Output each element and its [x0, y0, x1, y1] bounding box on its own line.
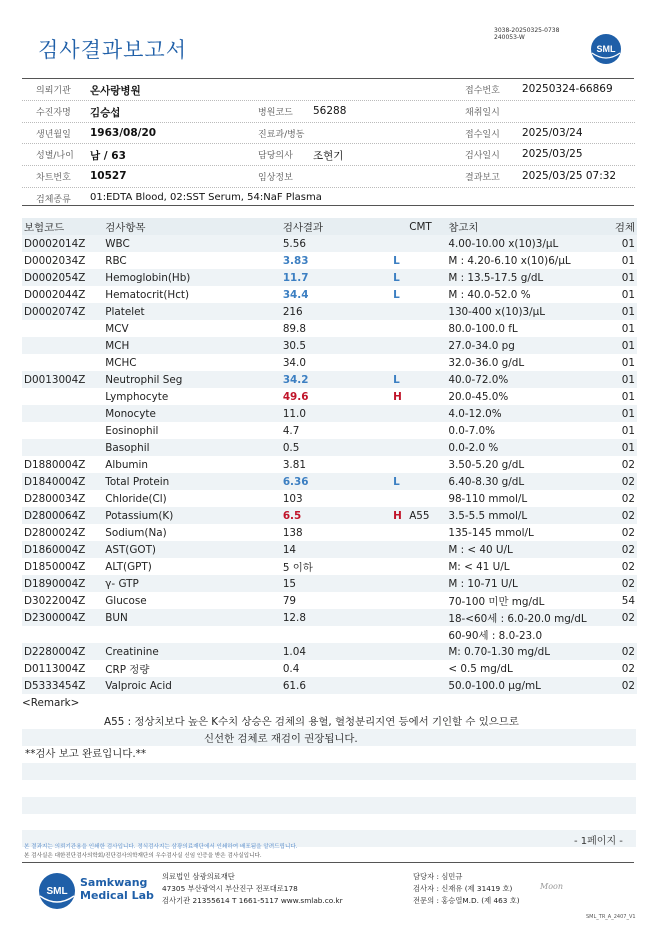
result-code: D1890004Z: [22, 575, 103, 592]
result-item: MCH: [103, 337, 281, 354]
table-row: [22, 388, 637, 405]
test-date-label: 검사일시: [465, 151, 500, 162]
result-code: D2800024Z: [24, 526, 86, 539]
result-flag: [391, 235, 407, 252]
result-spec: [607, 626, 637, 643]
test-date-value: 2025/03/25: [522, 148, 583, 161]
result-code: [22, 320, 103, 337]
brand-name: [80, 876, 154, 902]
receipt-no-label: 접수번호: [465, 86, 500, 96]
result-code: D0002044Z: [24, 288, 86, 301]
result-cmt: [407, 303, 446, 320]
page-title: 검사결과보고서: [38, 38, 188, 62]
result-spec: 01: [621, 288, 635, 301]
result-value: 34.2: [281, 371, 391, 388]
result-spec: 01: [607, 337, 637, 354]
results-table: [22, 218, 637, 694]
result-value: 12.8: [281, 609, 391, 626]
result-flag: L: [391, 269, 407, 286]
result-code: D1880004Z: [24, 458, 86, 471]
result-spec: 02: [607, 643, 637, 660]
result-cmt: [407, 558, 446, 575]
result-value: 103: [282, 492, 303, 505]
result-spec: 01: [621, 356, 635, 369]
table-row: [22, 337, 637, 354]
result-spec: 02: [621, 492, 635, 505]
result-code: D1860004Z: [22, 541, 103, 558]
result-cmt: [407, 456, 446, 473]
result-flag: H: [391, 507, 407, 524]
result-value: 15: [281, 575, 391, 592]
footer-divider: [22, 862, 634, 863]
receipt-date-value: 2025/03/24: [522, 126, 583, 139]
result-spec: 01: [607, 371, 637, 388]
result-ref: 4.00-10.00 x(10)3/μL: [446, 235, 607, 252]
result-value: 30.5: [281, 337, 391, 354]
result-item: Platelet: [103, 303, 281, 320]
result-item: RBC: [105, 254, 127, 267]
table-row: [22, 626, 637, 643]
result-cmt: [407, 609, 446, 626]
col-flag: [391, 218, 407, 235]
result-spec: 02: [621, 458, 635, 471]
result-spec: 01: [607, 235, 637, 252]
result-value: 4.7: [282, 424, 300, 437]
svg-text:SML: SML: [46, 886, 68, 897]
result-item: Valproic Acid: [103, 677, 281, 694]
result-cmt: [407, 354, 446, 371]
result-item: MCV: [105, 322, 129, 335]
result-code: D2800034Z: [24, 492, 86, 505]
dob-label: 생년월일: [36, 129, 71, 140]
result-value: 6.5: [281, 507, 391, 524]
result-value: 89.8: [282, 322, 306, 335]
result-cmt: [407, 405, 446, 422]
result-code: D0113004Z: [24, 662, 86, 675]
result-code: D3022004Z: [24, 594, 86, 607]
remark-label: <Remark>: [22, 697, 80, 709]
table-row: [22, 371, 637, 388]
result-item: Glucose: [105, 594, 147, 607]
result-spec: 02: [621, 560, 635, 573]
hospital-code-value: 56288: [313, 104, 347, 117]
table-row: [22, 507, 637, 524]
table-row: [22, 575, 637, 592]
result-ref: 60-90세 : 8.0-23.0: [448, 630, 543, 642]
info-divider: [22, 205, 634, 206]
result-code: D0002074Z: [22, 303, 103, 320]
result-ref: M : 13.5-17.5 g/dL: [446, 269, 607, 286]
result-item: ALT(GPT): [105, 560, 152, 573]
result-flag: [391, 541, 407, 558]
result-code: D2280004Z: [22, 643, 103, 660]
result-code: [22, 354, 103, 371]
result-spec: 01: [607, 405, 637, 422]
table-row: [22, 405, 637, 422]
result-cmt: [407, 337, 446, 354]
result-code: D0002054Z: [22, 269, 103, 286]
result-code: D0002014Z: [22, 235, 103, 252]
doc-code-1: 3038-20250325-0738: [494, 27, 560, 34]
result-cmt: [407, 677, 446, 694]
result-value: 3.83: [282, 254, 309, 267]
result-value: 0.5: [281, 439, 391, 456]
result-flag: [391, 575, 407, 592]
result-ref: 3.5-5.5 mmol/L: [446, 507, 607, 524]
result-value: 138: [282, 526, 303, 539]
result-item: Basophil: [103, 439, 281, 456]
result-item: WBC: [103, 235, 281, 252]
result-flag: [391, 558, 407, 575]
result-spec: 02: [607, 507, 637, 524]
dept-label: 진료과/병동: [258, 129, 305, 140]
result-code: D0002034Z: [24, 254, 86, 267]
result-flag: [391, 354, 407, 371]
table-row: [22, 558, 637, 575]
result-spec: 02: [607, 575, 637, 592]
result-item: BUN: [103, 609, 281, 626]
result-cmt: [407, 252, 446, 269]
result-code: D5333454Z: [22, 677, 103, 694]
org-address: 47305 부산광역시 부산진구 전포대로178: [162, 884, 298, 893]
result-ref: 0.0-7.0%: [448, 424, 495, 437]
result-flag: [391, 592, 407, 609]
result-ref: 50.0-100.0 μg/mL: [446, 677, 607, 694]
result-code: [22, 439, 103, 456]
result-value: 11.0: [281, 405, 391, 422]
report-date-value: 2025/03/25 07:32: [522, 170, 617, 183]
org-name: 의료법인 삼광의료재단: [162, 872, 235, 881]
report-label: 결과보고: [465, 173, 500, 184]
result-flag: L: [391, 371, 407, 388]
result-spec: 01: [607, 303, 637, 320]
result-ref: 27.0-34.0 pg: [446, 337, 607, 354]
staff-manager: 담당자 : 심민규: [413, 872, 463, 881]
result-value: 61.6: [281, 677, 391, 694]
result-item: Total Protein: [103, 473, 281, 490]
result-spec: 02: [621, 662, 635, 675]
result-code: D1850004Z: [24, 560, 86, 573]
result-value: 49.6: [282, 390, 309, 403]
result-code: [22, 405, 103, 422]
brand-line-1: Samkwang: [80, 876, 148, 889]
result-code: D2300004Z: [22, 609, 103, 626]
result-item: Eosinophil: [105, 424, 159, 437]
col-cmt: CMT: [407, 218, 446, 235]
result-spec: 01: [621, 322, 635, 335]
col-result: 검사결과: [281, 218, 391, 235]
result-code: D2800064Z: [22, 507, 103, 524]
result-flag: [391, 405, 407, 422]
col-item: 검사항목: [103, 218, 281, 235]
dob-value: 1963/08/20: [90, 126, 157, 139]
col-spec: 검체: [607, 218, 637, 235]
result-flag: [391, 439, 407, 456]
result-value: 34.0: [282, 356, 306, 369]
result-ref: 3.50-5.20 g/dL: [448, 458, 525, 471]
footer-note-1: 본 결과지는 의뢰기관용을 인쇄한 검사입니다. 정식검사지는 삼광의료재단에서 인쇄하여 배포됨을 알려드립니다.: [24, 844, 298, 850]
result-flag: [391, 643, 407, 660]
result-spec: 01: [621, 254, 635, 267]
result-ref: 130-400 x(10)3/μL: [446, 303, 607, 320]
table-row: [22, 422, 637, 439]
remark-line-2: 신선한 검체로 재검이 권장됩니다.: [204, 733, 358, 745]
page-number: - 1페이지 -: [574, 836, 623, 847]
doctor-label: 담당의사: [258, 151, 293, 162]
remark-line-1: A55 : 정상치보다 높은 K수치 상승은 검체의 용혈, 혈청분리지연 등에서 기인할 수 있으므로: [104, 716, 519, 728]
sml-logo-icon: [590, 33, 622, 65]
hospital-code-label: 병원코드: [258, 107, 293, 118]
result-item: [103, 626, 281, 643]
table-row: [22, 490, 637, 507]
result-ref: M: < 41 U/L: [448, 560, 510, 573]
result-cmt: [407, 422, 446, 439]
result-cmt: [407, 626, 446, 643]
result-value: 1.04: [281, 643, 391, 660]
patient-info: [22, 79, 635, 209]
result-spec: 01: [621, 390, 635, 403]
result-item: AST(GOT): [103, 541, 281, 558]
result-cmt: [407, 388, 446, 405]
result-value: 5.56: [281, 235, 391, 252]
table-row: [22, 609, 637, 626]
result-ref: 135-145 mmol/L: [448, 526, 534, 539]
sex-age-label: 성별/나이: [36, 151, 74, 162]
result-flag: [391, 524, 407, 541]
svg-text:SML: SML: [596, 44, 616, 54]
result-cmt: [407, 524, 446, 541]
result-cmt: [407, 286, 446, 303]
result-item: γ- GTP: [103, 575, 281, 592]
result-spec: 02: [607, 677, 637, 694]
result-ref: M : 10-71 U/L: [446, 575, 607, 592]
chart-no-value: 10527: [90, 170, 127, 183]
result-value: 34.4: [282, 288, 309, 301]
result-code: D0013004Z: [22, 371, 103, 388]
result-spec: 02: [607, 609, 637, 626]
result-flag: [391, 490, 407, 507]
result-cmt: [407, 320, 446, 337]
result-code: D1840004Z: [22, 473, 103, 490]
result-flag: [391, 337, 407, 354]
staff-tester: 검사자 : 신재유 (제 31419 호): [413, 884, 513, 893]
doc-code-2: 240053-W: [494, 34, 525, 41]
specimen-value: 01:EDTA Blood, 02:SST Serum, 54:NaF Plasma: [90, 191, 322, 203]
result-ref: M : 40.0-52.0 %: [448, 288, 531, 301]
result-flag: [391, 456, 407, 473]
result-spec: 01: [607, 439, 637, 456]
clinical-label: 임상정보: [258, 173, 293, 184]
result-cmt: [407, 541, 446, 558]
doctor-value: 조현기: [313, 150, 344, 163]
result-flag: L: [391, 473, 407, 490]
col-code: 보험코드: [22, 218, 103, 235]
result-flag: [391, 320, 407, 337]
collect-label: 채취일시: [465, 107, 500, 118]
result-cmt: [407, 439, 446, 456]
result-code: [22, 626, 103, 643]
result-cmt: [407, 592, 446, 609]
result-item: Albumin: [105, 458, 149, 471]
col-ref: 참고치: [446, 218, 607, 235]
result-ref: 18-<60세 : 6.0-20.0 mg/dL: [446, 609, 607, 626]
table-row: [22, 286, 637, 303]
result-item: Creatinine: [103, 643, 281, 660]
result-cmt: [407, 269, 446, 286]
result-ref: M : 4.20-6.10 x(10)6/μL: [448, 254, 571, 267]
name-label: 수진자명: [36, 107, 71, 118]
result-flag: L: [393, 254, 400, 267]
institution-value: 온사랑병원: [90, 85, 141, 97]
result-item: Lymphocyte: [105, 390, 169, 403]
table-row: [22, 473, 637, 490]
signature: Moon: [540, 882, 563, 891]
table-row: [22, 235, 637, 252]
result-cmt: [407, 575, 446, 592]
result-ref: 98-110 mmol/L: [448, 492, 528, 505]
result-flag: [391, 626, 407, 643]
table-row: [22, 541, 637, 558]
samkwang-logo-icon: [38, 872, 76, 910]
result-spec: 01: [621, 424, 635, 437]
table-row: [22, 303, 637, 320]
result-ref: < 0.5 mg/dL: [448, 662, 513, 675]
result-value: 5 이하: [282, 562, 313, 574]
receipt-no-value: 20250324-66869: [522, 83, 613, 95]
brand-line-2: Medical Lab: [80, 889, 154, 902]
result-ref: 20.0-45.0%: [448, 390, 509, 403]
result-ref: M: 0.70-1.30 mg/dL: [446, 643, 607, 660]
result-flag: [391, 660, 407, 677]
result-ref: 6.40-8.30 g/dL: [446, 473, 607, 490]
result-code: [22, 337, 103, 354]
result-cmt: [407, 643, 446, 660]
result-ref: 70-100 미만 mg/dL: [448, 596, 545, 608]
result-flag: [391, 303, 407, 320]
staff-info: [413, 871, 520, 907]
table-row: [22, 592, 637, 609]
doc-codes: [494, 27, 559, 41]
result-spec: 01: [607, 269, 637, 286]
table-row: [22, 660, 637, 677]
result-cmt: [407, 660, 446, 677]
result-item: Chloride(Cl): [105, 492, 167, 505]
chart-label: 차트번호: [36, 173, 71, 184]
result-flag: H: [393, 390, 402, 403]
result-flag: [391, 422, 407, 439]
result-item: Sodium(Na): [105, 526, 167, 539]
report-complete-text: **검사 보고 완료입니다.**: [25, 748, 147, 760]
result-value: [281, 626, 391, 643]
table-row: [22, 643, 637, 660]
result-flag: L: [393, 288, 400, 301]
footer-note-2: 본 검사실은 대한진단검사의학회/진단검사의학재단의 우수검사실 신임 인증을 받은 검사실입니다.: [24, 853, 262, 859]
result-ref: 32.0-36.0 g/dL: [448, 356, 525, 369]
table-row: [22, 252, 637, 269]
result-item: CRP 정량: [105, 664, 150, 676]
institution-label: 의뢰기관: [36, 86, 71, 96]
result-ref: 40.0-72.0%: [446, 371, 607, 388]
name-value: 김승섭: [90, 106, 121, 119]
result-cmt: [407, 473, 446, 490]
result-value: 216: [281, 303, 391, 320]
result-flag: [391, 609, 407, 626]
result-flag: [391, 677, 407, 694]
result-item: Monocyte: [103, 405, 281, 422]
result-value: 6.36: [281, 473, 391, 490]
result-code: [22, 422, 103, 439]
sex-age-value: 남 / 63: [90, 150, 126, 163]
result-ref: 0.0-2.0 %: [446, 439, 607, 456]
result-ref: M : < 40 U/L: [446, 541, 607, 558]
result-value: 11.7: [281, 269, 391, 286]
result-item: Potassium(K): [103, 507, 281, 524]
result-value: 0.4: [282, 662, 300, 675]
result-value: 3.81: [282, 458, 306, 471]
result-ref: 4.0-12.0%: [446, 405, 607, 422]
result-item: Neutrophil Seg: [103, 371, 281, 388]
result-spec: 02: [607, 541, 637, 558]
result-ref: 80.0-100.0 fL: [448, 322, 518, 335]
receipt-date-label: 접수일시: [465, 129, 500, 140]
result-cmt: A55: [407, 507, 446, 524]
org-info: [162, 871, 343, 907]
table-row: [22, 269, 637, 286]
specimen-label: 검체종류: [36, 194, 71, 205]
table-row: [22, 524, 637, 541]
table-row: [22, 456, 637, 473]
result-spec: 54: [621, 594, 635, 607]
table-row: [22, 354, 637, 371]
result-item: Hemoglobin(Hb): [103, 269, 281, 286]
result-cmt: [407, 371, 446, 388]
result-cmt: [407, 490, 446, 507]
form-code: SML_TR_A_2407_V1: [586, 914, 636, 920]
result-spec: 02: [621, 526, 635, 539]
result-spec: 02: [607, 473, 637, 490]
result-item: Hematocrit(Hct): [105, 288, 190, 301]
table-header: [22, 218, 637, 235]
result-item: MCHC: [105, 356, 137, 369]
result-value: 79: [282, 594, 297, 607]
table-row: [22, 677, 637, 694]
table-row: [22, 320, 637, 337]
result-code: [22, 388, 103, 405]
staff-specialist: 전문의 : 홍승열M.D. (제 463 호): [413, 896, 520, 905]
org-contact: 검사기관 21355614 T 1661-5117 www.smlab.co.kr: [162, 896, 343, 905]
result-cmt: [407, 235, 446, 252]
result-value: 14: [281, 541, 391, 558]
table-row: [22, 439, 637, 456]
